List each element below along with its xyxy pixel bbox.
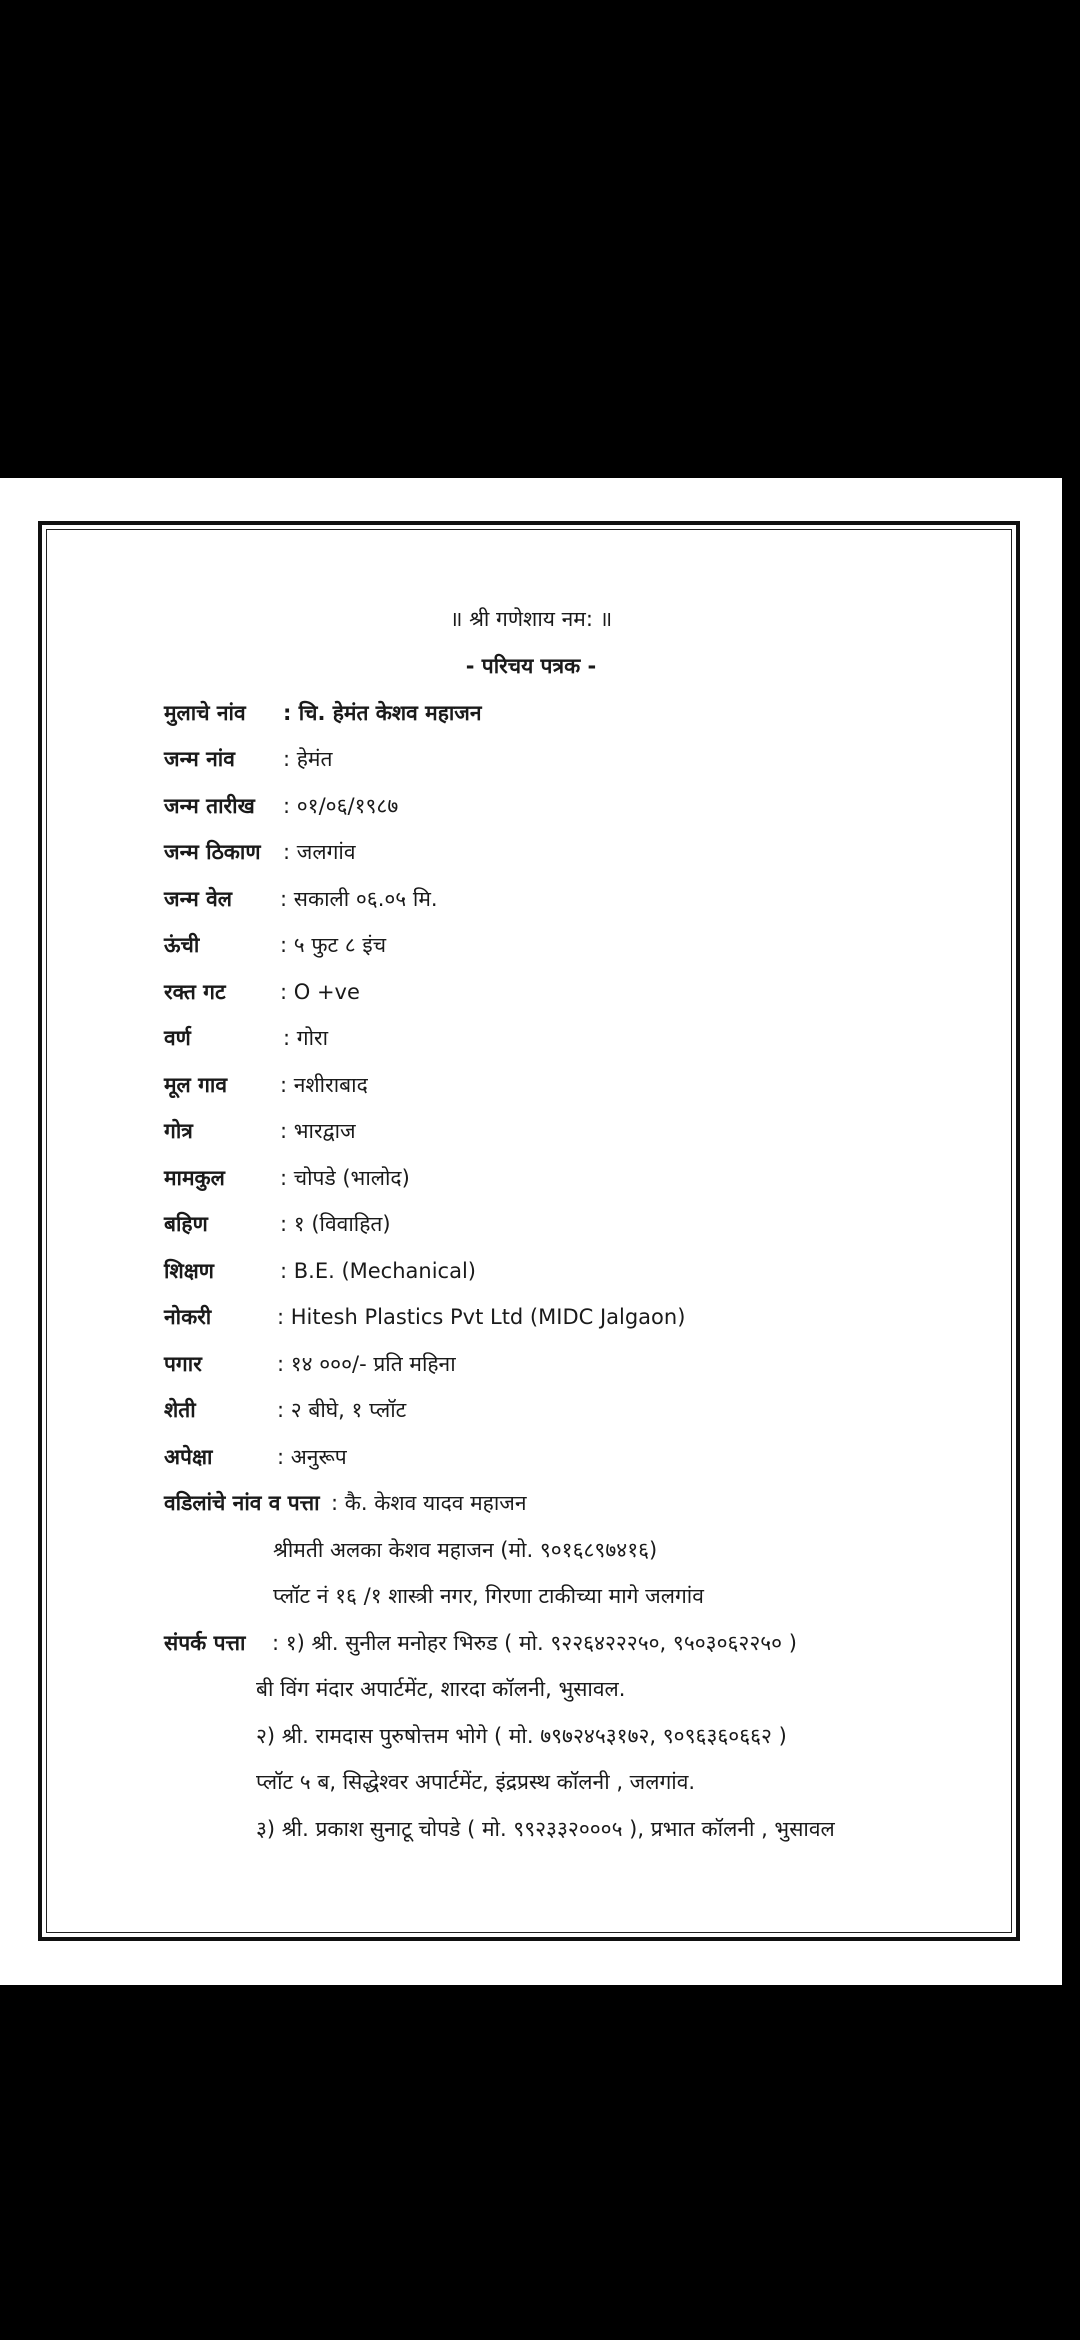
parents-label: वडिलांचे नांव व पत्ता — [164, 1491, 320, 1515]
detail-label: मामकुल — [164, 1166, 225, 1190]
parents-line: श्रीमती अलका केशव महाजन (मो. ९०१६८९७४१६) — [273, 1538, 658, 1562]
detail-label: शेती — [164, 1398, 196, 1422]
detail-value: : १४ ०००/- प्रति महिना — [277, 1352, 456, 1376]
detail-value: : चि. हेमंत केशव महाजन — [283, 701, 482, 725]
detail-value: : जलगांव — [283, 840, 356, 864]
detail-label: मुलाचे नांव — [164, 701, 246, 725]
invocation-text: ॥ श्री गणेशाय नम: ॥ — [449, 607, 613, 631]
contact-line: ३) श्री. प्रकाश सुनाटू चोपडे ( मो. ९९२३३२०००५ ), प्रभात कॉलनी , भुसावल — [256, 1817, 835, 1841]
detail-value: : १ (विवाहित) — [280, 1212, 391, 1236]
contact-line: २) श्री. रामदास पुरुषोत्तम भोगे ( मो. ७९७२४५३१७२, ९०९६३६०६६२ ) — [256, 1724, 787, 1748]
detail-value: : O +ve — [280, 980, 360, 1004]
detail-label: अपेक्षा — [164, 1445, 213, 1469]
detail-label: वर्ण — [164, 1026, 191, 1050]
detail-value: : ०१/०६/१९८७ — [283, 794, 399, 818]
detail-value: : नशीराबाद — [280, 1073, 368, 1097]
detail-label: नोकरी — [164, 1305, 212, 1329]
contact-label: संपर्क पत्ता — [164, 1631, 246, 1655]
parents-line: : कै. केशव यादव महाजन — [331, 1491, 527, 1515]
detail-value: : ५ फुट ८ इंच — [280, 933, 387, 957]
detail-label: रक्त गट — [164, 980, 226, 1004]
detail-value: : भारद्वाज — [280, 1119, 356, 1143]
detail-label: जन्म तारीख — [164, 794, 255, 818]
detail-label: जन्म ठिकाण — [164, 840, 261, 864]
detail-value: : हेमंत — [283, 747, 333, 771]
detail-label: ऊंची — [164, 933, 200, 957]
detail-label: बहिण — [164, 1212, 208, 1236]
contact-line: प्लॉट ५ ब, सिद्धेश्वर अपार्टमेंट, इंद्रप्रस्थ कॉलनी , जलगांव. — [256, 1770, 696, 1794]
detail-label: जन्म नांव — [164, 747, 235, 771]
document-page — [0, 478, 1062, 1985]
detail-value: : सकाली ०६.०५ मि. — [280, 887, 438, 911]
detail-value: : Hitesh Plastics Pvt Ltd (MIDC Jalgaon) — [277, 1305, 686, 1329]
detail-label: जन्म वेल — [164, 887, 233, 911]
detail-label: शिक्षण — [164, 1259, 214, 1283]
document-title: - परिचय पत्रक - — [465, 654, 597, 678]
detail-label: मूल गाव — [164, 1073, 228, 1097]
detail-value: : २ बीघे, १ प्लॉट — [277, 1398, 407, 1422]
contact-line: बी विंग मंदार अपार्टमेंट, शारदा कॉलनी, भुसावल. — [256, 1677, 626, 1701]
detail-label: पगार — [164, 1352, 202, 1376]
detail-value: : अनुरूप — [277, 1445, 347, 1469]
detail-value: : चोपडे (भालोद) — [280, 1166, 410, 1190]
contact-line: : १) श्री. सुनील मनोहर भिरुड ( मो. ९२२६४२२२५०, ९५०३०६२२५० ) — [272, 1631, 797, 1655]
detail-value: : B.E. (Mechanical) — [280, 1259, 476, 1283]
parents-line: प्लॉट नं १६ /१ शास्त्री नगर, गिरणा टाकीच्या मागे जलगांव — [273, 1584, 704, 1608]
detail-label: गोत्र — [164, 1119, 193, 1143]
detail-value: : गोरा — [283, 1026, 329, 1050]
